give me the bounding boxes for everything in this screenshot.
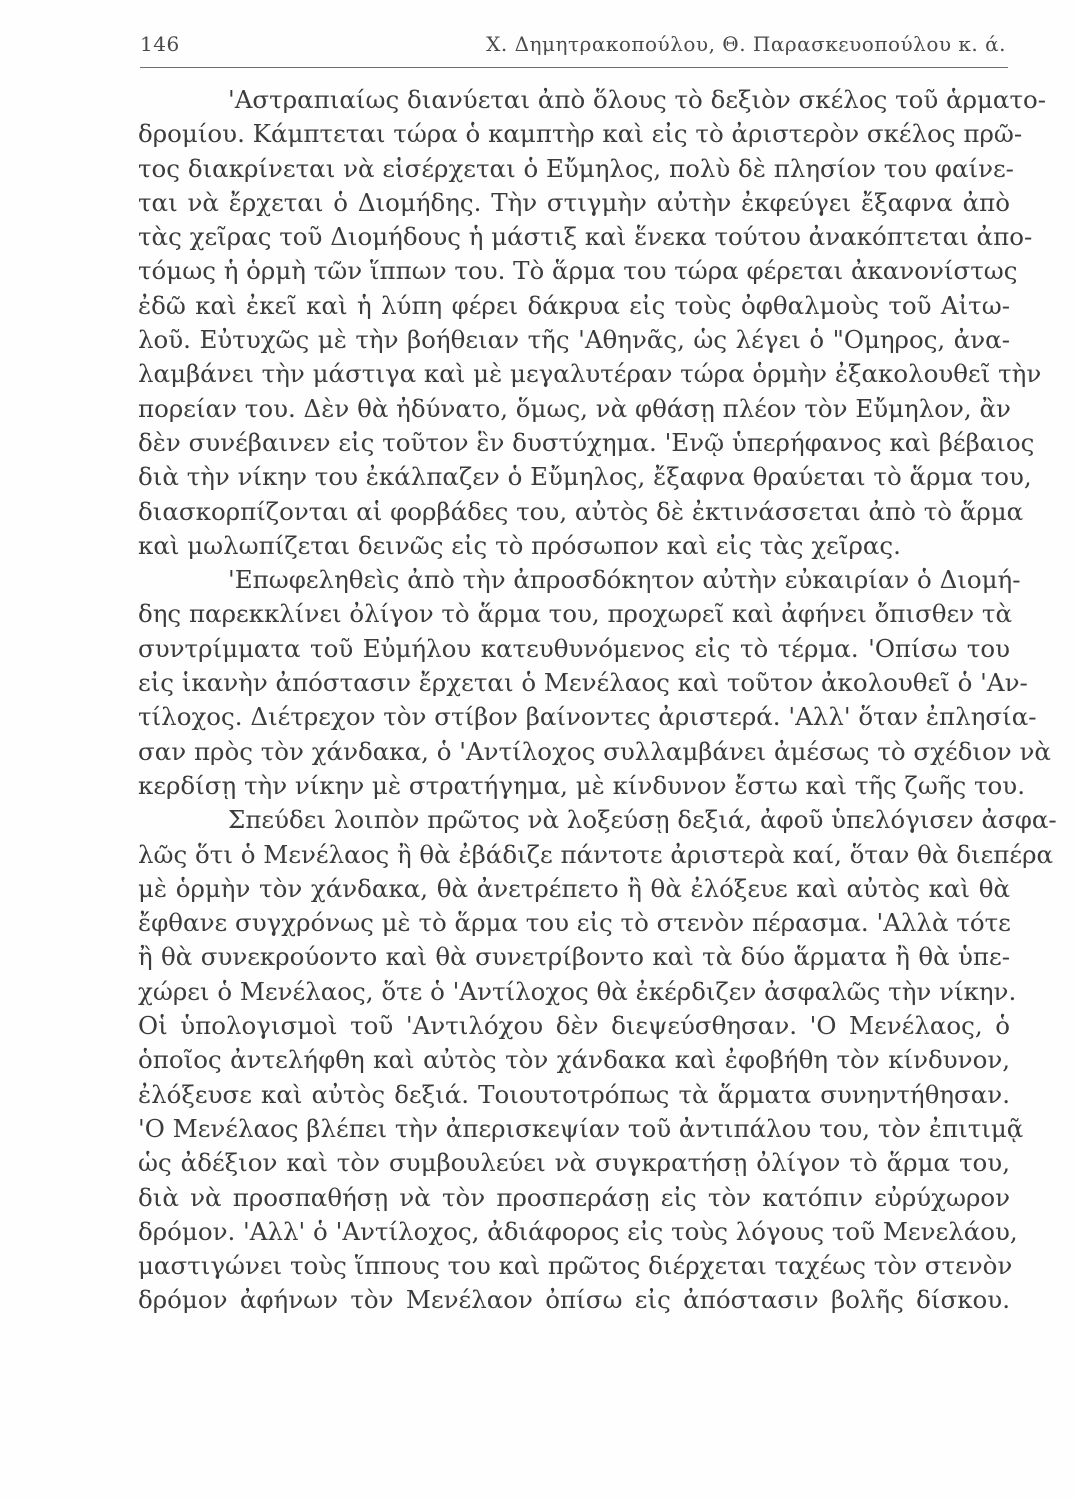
text-line: ἐλόξευσε καὶ αὐτὸς δεξιά. Τοιουτοτρόπως τὰ ἅρματα συνηντήθησαν. xyxy=(138,1079,1010,1109)
text-line: διασκορπίζονται αἱ φορβάδες του, αὐτὸς δὲ ἐκτινάσσεται ἀπὸ τὸ ἅρμα xyxy=(138,496,1024,526)
text-line: συντρίμματα τοῦ Εὐμήλου κατευθυνόμενος εἰς τὸ τέρμα. 'Οπίσω του xyxy=(138,633,1010,663)
body-text xyxy=(138,83,1057,1318)
text-line: δρομίου. Κάμπτεται τώρα ὁ καμπτὴρ καὶ εἰς τὸ ἀριστερὸν σκέλος πρῶ- xyxy=(138,119,1023,149)
text-line: δὲν συνέβαινεν εἰς τοῦτον ἓν δυστύχημα. 'Ενῷ ὑπερήφανος καὶ βέβαιος xyxy=(138,427,1035,457)
text-line: 'Ο Μενέλαος βλέπει τὴν ἀπερισκεψίαν τοῦ ἀντιπάλου του, τὸν ἐπιτιμᾷ xyxy=(138,1113,1024,1143)
text-line: καὶ μωλωπίζεται δεινῶς εἰς τὸ πρόσωπον καὶ εἰς τὰς χεῖρας. xyxy=(138,530,901,560)
text-line: λῶς ὅτι ὁ Μενέλαος ἢ θὰ ἐβάδιζε πάντοτε ἀριστερὰ καί, ὅταν θὰ διεπέρα xyxy=(138,839,1054,869)
text-line: τόμως ἡ ὁρμὴ τῶν ἵππων του. Τὸ ἅρμα του τώρα φέρεται ἀκανονίστως xyxy=(138,256,1018,286)
text-line: ὁποῖος ἀντελήφθη καὶ αὐτὸς τὸν χάνδακα καὶ ἐφοβήθη τὸν κίνδυνον, xyxy=(138,1045,1010,1075)
text-line: μαστιγώνει τοὺς ἵππους του καὶ πρῶτος διέρχεται ταχέως τὸν στενὸν xyxy=(138,1251,1013,1281)
text-line: Οἱ ὑπολογισμοὶ τοῦ 'Αντιλόχου δὲν διεψεύσθησαν. 'Ο Μενέλαος, ὁ xyxy=(138,1011,1010,1041)
text-line: ται νὰ ἔρχεται ὁ Διομήδης. Τὴν στιγμὴν αὐτὴν ἐκφεύγει ἔξαφνα ἀπὸ xyxy=(138,187,1010,217)
text-line: δης παρεκκλίνει ὀλίγον τὸ ἅρμα του, προχωρεῖ καὶ ἀφήνει ὄπισθεν τὰ xyxy=(138,599,1013,629)
text-line: λαμβάνει τὴν μάστιγα καὶ μὲ μεγαλυτέραν τώρα ὁρμὴν ἐξακολουθεῖ τὴν xyxy=(138,359,1042,389)
text-line: ὡς ἀδέξιον καὶ τὸν συμβουλεύει νὰ συγκρατήσῃ ὀλίγον τὸ ἅρμα του, xyxy=(138,1148,1010,1178)
text-line: δρόμον ἀφήνων τὸν Μενέλαον ὀπίσω εἰς ἀπόστασιν βολῆς δίσκου. xyxy=(138,1285,1010,1315)
text-line: ἐδῶ καὶ ἐκεῖ καὶ ἡ λύπη φέρει δάκρυα εἰς τοὺς ὀφθαλμοὺς τοῦ Αἰτω- xyxy=(138,290,1010,320)
text-line: διὰ νὰ προσπαθήσῃ νὰ τὸν προσπεράσῃ εἰς τὸν κατόπιν εὐρύχωρον xyxy=(138,1182,1010,1212)
text-line: διὰ τὴν νίκην του ἐκάλπαζεν ὁ Εὔμηλος, ἔξαφνα θραύεται τὸ ἅρμα του, xyxy=(138,462,1032,492)
text-line: πορείαν του. Δὲν θὰ ἠδύνατο, ὅμως, νὰ φθάσῃ πλέον τὸν Εὔμηλον, ἂν xyxy=(138,393,1011,423)
text-line: 'Επωφεληθεὶς ἀπὸ τὴν ἀπροσδόκητον αὐτὴν εὐκαιρίαν ὁ Διομή- xyxy=(228,565,1021,595)
text-line: χώρει ὁ Μενέλαος, ὅτε ὁ 'Αντίλοχος θὰ ἐκέρδιζεν ἀσφαλῶς τὴν νίκην. xyxy=(138,976,1017,1006)
text-line: τίλοχος. Διέτρεχον τὸν στίβον βαίνοντες ἀριστερά. 'Αλλ' ὅταν ἐπλησία- xyxy=(138,702,1037,732)
header-rule xyxy=(140,67,1008,68)
page-header xyxy=(140,24,1008,64)
text-line: λοῦ. Εὐτυχῶς μὲ τὴν βοήθειαν τῆς 'Αθηνᾶς, ὡς λέγει ὁ "Ομηρος, ἀνα- xyxy=(138,325,1010,355)
running-head: Χ. Δημητρακοπούλου, Θ. Παρασκευοπούλου κ. ά. xyxy=(486,32,1006,56)
text-line: τὰς χεῖρας τοῦ Διομήδους ἡ μάστιξ καὶ ἕνεκα τούτου ἀνακόπτεται ἀπο- xyxy=(138,222,1033,252)
text-line: εἰς ἱκανὴν ἀπόστασιν ἔρχεται ὁ Μενέλαος καὶ τοῦτον ἀκολουθεῖ ὁ 'Αν- xyxy=(138,668,1028,698)
text-line: κερδίσῃ τὴν νίκην μὲ στρατήγημα, μὲ κίνδυνον ἔστω καὶ τῆς ζωῆς του. xyxy=(138,770,1025,800)
text-line: 'Αστραπιαίως διανύεται ἀπὸ ὅλους τὸ δεξιὸν σκέλος τοῦ ἁρματο- xyxy=(228,85,1047,114)
page-number: 146 xyxy=(140,32,180,56)
text-line: ἔφθανε συγχρόνως μὲ τὸ ἅρμα του εἰς τὸ στενὸν πέρασμα. 'Αλλὰ τότε xyxy=(138,908,1011,938)
text-line: μὲ ὁρμὴν τὸν χάνδακα, θὰ ἀνετρέπετο ἢ θὰ ἐλόξευε καὶ αὐτὸς καὶ θὰ xyxy=(138,873,1010,903)
text-line: ἢ θὰ συνεκρούοντο καὶ θὰ συνετρίβοντο καὶ τὰ δύο ἅρματα ἢ θὰ ὑπε- xyxy=(138,942,1010,972)
text-line: Σπεύδει λοιπὸν πρῶτος νὰ λοξεύσῃ δεξιά, ἀφοῦ ὑπελόγισεν ἀσφα- xyxy=(228,805,1057,835)
text-line: τος διακρίνεται νὰ εἰσέρχεται ὁ Εὔμηλος, πολὺ δὲ πλησίον του φαίνε- xyxy=(138,153,1014,183)
text-line: σαν πρὸς τὸν χάνδακα, ὁ 'Αντίλοχος συλλαμβάνει ἀμέσως τὸ σχέδιον νὰ xyxy=(138,736,1051,766)
text-line: δρόμον. 'Αλλ' ὁ 'Αντίλοχος, ἀδιάφορος εἰς τοὺς λόγους τοῦ Μενελάου, xyxy=(138,1216,1018,1246)
